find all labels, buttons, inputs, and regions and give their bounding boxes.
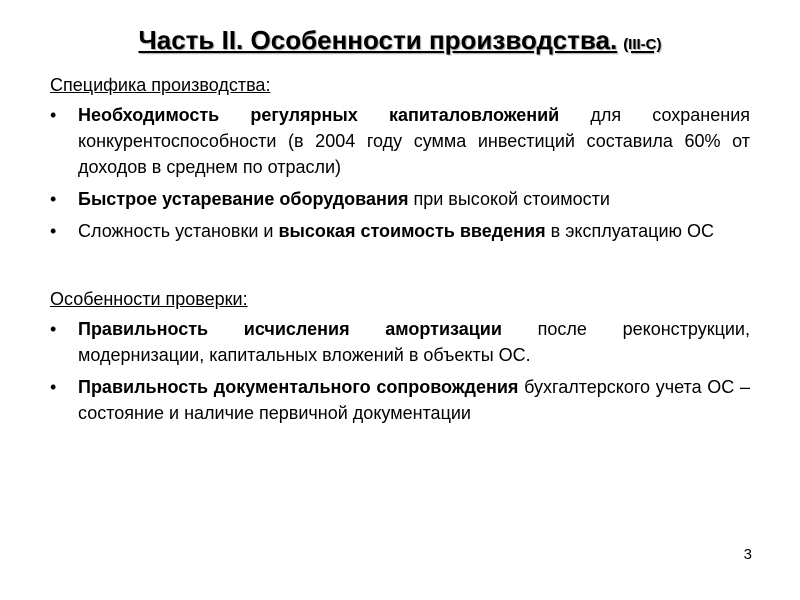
item-text: после реконструкции, модернизации, капитальных вложений в объекты ОС. bbox=[78, 319, 750, 365]
page-number: 3 bbox=[743, 546, 752, 563]
slide-title-text: Часть II. Особенности производства. bbox=[138, 25, 618, 55]
slide-title bbox=[0, 24, 800, 61]
section-heading-audit: Особенности проверки: bbox=[50, 289, 248, 309]
list-item bbox=[50, 316, 750, 368]
audit-list bbox=[50, 316, 750, 426]
list-item bbox=[50, 374, 750, 426]
bold-text: высокая стоимость введения bbox=[278, 221, 546, 241]
list-item bbox=[50, 218, 750, 244]
list-item bbox=[50, 102, 750, 180]
item-text: для сохранения конкурентоспособности (в 2004 году сумма инвестиций составила 60% от доходов в среднем по отрасли) bbox=[78, 105, 750, 177]
slide-content bbox=[50, 72, 750, 432]
specifics-list bbox=[50, 102, 750, 244]
item-text: при высокой стоимости bbox=[408, 189, 610, 209]
item-text: бухгалтерского учета ОС – состояние и наличие первичной документации bbox=[78, 377, 750, 423]
item-text: в эксплуатацию ОС bbox=[545, 221, 715, 241]
list-item bbox=[50, 186, 750, 212]
bold-text: Правильность исчисления амортизации bbox=[78, 319, 502, 339]
slide-title-tag: (III-C) bbox=[623, 36, 662, 53]
bold-text: Быстрое устаревание оборудования bbox=[78, 189, 409, 209]
section-spacer bbox=[50, 250, 750, 286]
bold-text: Необходимость регулярных капиталовложений bbox=[78, 105, 560, 125]
bold-text: Правильность документального сопровождения bbox=[78, 377, 519, 397]
section-heading-specifics: Специфика производства: bbox=[50, 75, 271, 95]
item-text-pre: Сложность установки и bbox=[78, 221, 279, 241]
